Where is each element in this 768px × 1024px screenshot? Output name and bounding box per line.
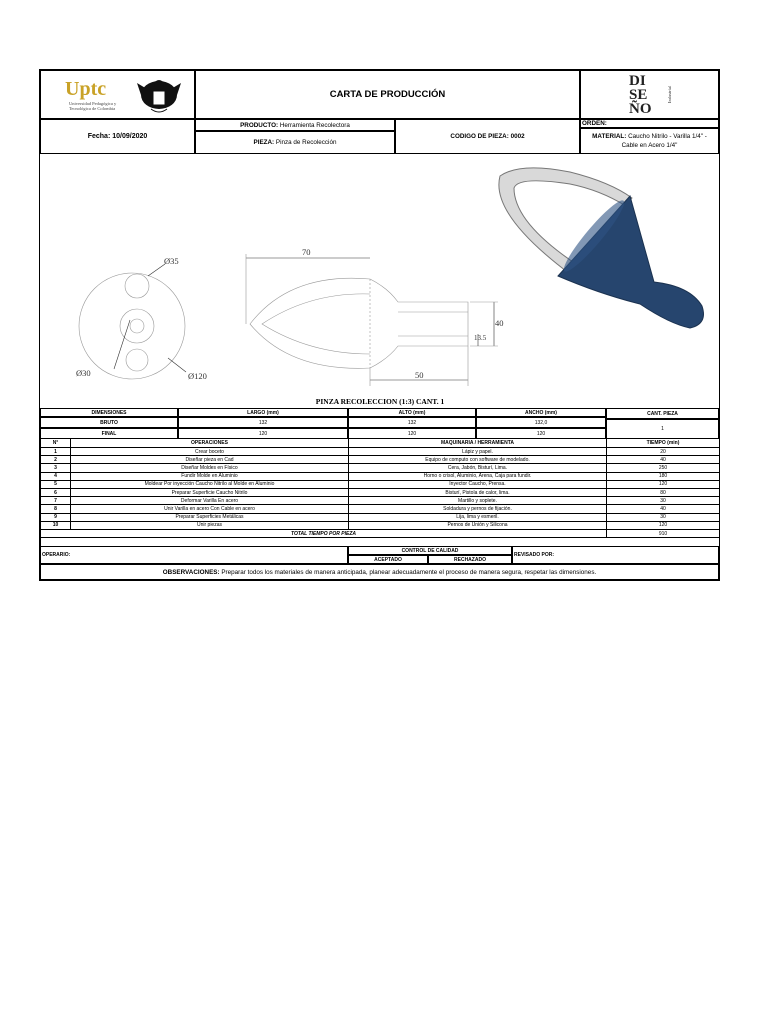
- dim-header-cantidad: CANT. PIEZA: [606, 408, 719, 419]
- operation-name: Unir piezas: [71, 522, 349, 530]
- dim-40: 40: [495, 318, 504, 328]
- operation-time: 120: [607, 481, 720, 489]
- side-view: [246, 254, 498, 386]
- operations-table: [40, 439, 719, 546]
- brand-logo: [581, 71, 718, 118]
- operation-row: [41, 505, 720, 513]
- dim-35: Ø35: [164, 256, 179, 266]
- ops-header-maquinaria: MAQUINARIA / HERRAMIENTA: [349, 439, 607, 448]
- operation-number: 8: [41, 505, 71, 513]
- fecha-value: 10/09/2020: [112, 133, 148, 140]
- dim-header-alto: ALTO (mm): [348, 408, 476, 417]
- producto-cell: [195, 119, 395, 131]
- operation-name: Preparar Superficies Metálicas: [71, 514, 349, 522]
- material-cell: [580, 128, 719, 154]
- operations-total-row: [41, 530, 720, 538]
- university-logo-cell: [40, 70, 195, 119]
- svg-text:SE: SE: [629, 87, 648, 103]
- university-name-line2: Tecnológica de Colombia: [69, 106, 116, 111]
- dim-header-largo: LARGO (mm): [178, 408, 348, 417]
- operation-number: 4: [41, 473, 71, 481]
- operation-time: 180: [607, 473, 720, 481]
- operation-tool: Cera, Jabón, Bisturí, Lima.: [349, 464, 607, 472]
- svg-text:Industrial: Industrial: [667, 85, 672, 103]
- rechazado-checkbox[interactable]: RECHAZADO: [428, 555, 512, 564]
- dim-row-final-ancho: 120: [476, 428, 606, 439]
- operario-cell: [40, 546, 348, 564]
- drawing-caption: PINZA RECOLECCION (1:3) CANT. 1: [315, 397, 445, 406]
- aceptado-checkbox[interactable]: ACEPTADO: [348, 555, 428, 564]
- dim-row-final-label: FINAL: [40, 428, 178, 439]
- ops-header-tiempo: TIEMPO (min): [607, 439, 720, 448]
- observaciones-label: OBSERVACIONES:: [162, 568, 220, 576]
- dim-row-final-largo: 120: [178, 428, 348, 439]
- production-sheet: [39, 69, 720, 581]
- operation-tool: Bisturí, Pistola de calor, lima.: [349, 489, 607, 497]
- operation-time: 30: [607, 514, 720, 522]
- material-value-line1: Caucho Nitrilo - Varilla 1/4" -: [628, 133, 707, 140]
- dim-row-bruto-alto: 132: [348, 417, 476, 428]
- operation-row: [41, 514, 720, 522]
- operation-number: 6: [41, 489, 71, 497]
- university-name-line1: Universidad Pedagógica y: [69, 101, 117, 106]
- technical-drawing: [40, 154, 719, 408]
- university-logo-wordmark: Uptc: [65, 78, 107, 100]
- dim-row-bruto-label: BRUTO: [40, 417, 178, 428]
- brand-logo-cell: [580, 70, 719, 119]
- total-label: TOTAL TIEMPO POR PIEZA: [41, 530, 607, 538]
- front-view: [79, 264, 186, 379]
- producto-value: Herramienta Recolectora: [279, 121, 350, 129]
- ops-header-n: N°: [41, 439, 71, 448]
- operation-number: 7: [41, 497, 71, 505]
- product-render: [499, 168, 704, 328]
- operation-row: [41, 522, 720, 530]
- control-calidad-label: CONTROL DE CALIDAD: [348, 546, 512, 555]
- codigo-cell: [395, 119, 580, 154]
- operation-time: 40: [607, 505, 720, 513]
- observaciones-text: Preparar todos los materiales de manera anticipada, planear adecuadamente el proceso de manera segura, respetar las dimensiones.: [221, 568, 597, 576]
- operation-tool: Inyector Caucho, Prensa.: [349, 481, 607, 489]
- material-value-line2: Cable en Acero 1/4": [621, 142, 678, 149]
- operation-name: Crear boceto: [71, 448, 349, 456]
- operation-name: Diseñar pieza en Cad: [71, 456, 349, 464]
- operation-number: 2: [41, 456, 71, 464]
- svg-text:DI: DI: [629, 73, 646, 89]
- dim-cantidad-value: 1: [606, 419, 719, 439]
- operation-row: [41, 448, 720, 456]
- operation-number: 3: [41, 464, 71, 472]
- material-label: MATERIAL:: [592, 133, 627, 140]
- dim-13-5: 13.5: [474, 334, 487, 342]
- operation-tool: Horno o crisol, Aluminio, Arena, Caja para fundir.: [349, 473, 607, 481]
- producto-label: PRODUCTO:: [240, 121, 279, 129]
- operation-tool: Lija, lima y esmeril.: [349, 514, 607, 522]
- total-value: 910: [607, 530, 720, 538]
- operation-time: 20: [607, 448, 720, 456]
- operation-number: 10: [41, 522, 71, 530]
- dim-header-dimensiones: DIMENSIONES: [40, 408, 178, 417]
- operation-tool: Soldadura y pernos de fijación.: [349, 505, 607, 513]
- pieza-label: PIEZA:: [253, 139, 275, 146]
- operation-number: 9: [41, 514, 71, 522]
- orden-label: ORDEN:: [582, 120, 607, 127]
- operario-label: OPERARIO:: [42, 552, 71, 558]
- orden-cell: [580, 119, 719, 128]
- operation-name: Preparar Superficie Caucho Nitrilo: [71, 489, 349, 497]
- operations-header: [41, 439, 720, 448]
- operation-tool: Lápiz y papel.: [349, 448, 607, 456]
- codigo-value: 0002: [510, 133, 525, 140]
- operation-name: Diseñar Moldes en Físico: [71, 464, 349, 472]
- dimensions-table: [40, 408, 719, 439]
- fecha-cell: [40, 119, 195, 154]
- dim-30: Ø30: [76, 368, 91, 378]
- dim-header-ancho: ANCHO (mm): [476, 408, 606, 417]
- operation-name: Deformar Varilla En acero: [71, 497, 349, 505]
- observaciones-cell: [40, 564, 719, 580]
- drawing-area: [40, 154, 719, 408]
- revisado-cell: [512, 546, 719, 564]
- operation-name: Unir Varilla en acero Con Cable en acero: [71, 505, 349, 513]
- svg-text:ÑO: ÑO: [629, 101, 652, 117]
- revisado-label: REVISADO POR:: [514, 552, 555, 558]
- page-title: CARTA DE PRODUCCIÓN: [195, 70, 580, 119]
- codigo-label: CODIGO DE PIEZA:: [450, 133, 509, 140]
- eagle-icon: [137, 80, 181, 112]
- operation-number: 5: [41, 481, 71, 489]
- pieza-cell: [195, 131, 395, 154]
- dim-120: Ø120: [188, 371, 207, 381]
- dim-row-bruto-largo: 132: [178, 417, 348, 428]
- pieza-value: Pinza de Recolección: [275, 139, 337, 146]
- operation-name: Fundir Molde en Aluminio: [71, 473, 349, 481]
- operation-row: [41, 497, 720, 505]
- operation-tool: Pernos de Unión y Silicona: [349, 522, 607, 530]
- operation-row: [41, 464, 720, 472]
- operation-time: 250: [607, 464, 720, 472]
- operation-tool: Equipo de computo con software de modelado.: [349, 456, 607, 464]
- operation-row: [41, 473, 720, 481]
- operation-number: 1: [41, 448, 71, 456]
- operation-time: 30: [607, 497, 720, 505]
- dim-70: 70: [302, 247, 311, 257]
- operation-name: Moldear Por inyección Caucho Nitrilo al Molde en Aluminio: [71, 481, 349, 489]
- dim-row-final-alto: 120: [348, 428, 476, 439]
- operation-time: 40: [607, 456, 720, 464]
- ops-header-operaciones: OPERACIONES: [71, 439, 349, 448]
- operation-time: 120: [607, 522, 720, 530]
- dim-row-bruto-ancho: 132,0: [476, 417, 606, 428]
- dim-50: 50: [415, 370, 424, 380]
- operation-row: [41, 456, 720, 464]
- operation-tool: Martillo y soplete.: [349, 497, 607, 505]
- operation-time: 80: [607, 489, 720, 497]
- operation-row: [41, 481, 720, 489]
- operation-row: [41, 489, 720, 497]
- fecha-label: Fecha:: [87, 133, 111, 140]
- university-logo: [41, 71, 194, 118]
